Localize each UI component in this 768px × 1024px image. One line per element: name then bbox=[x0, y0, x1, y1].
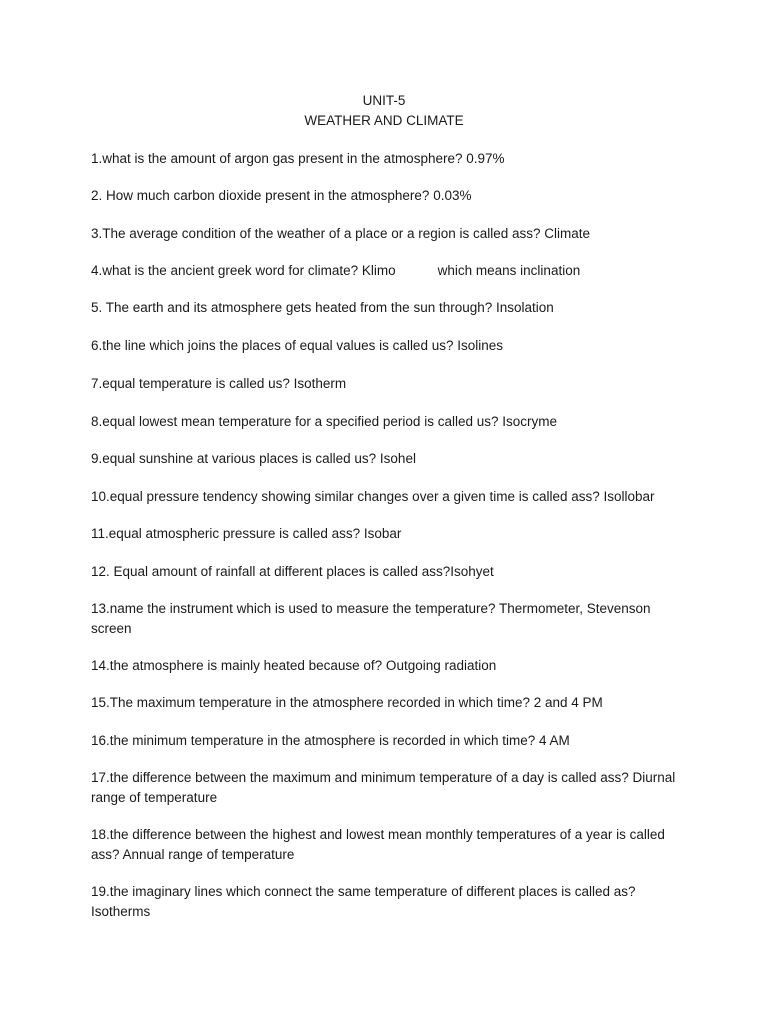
question-15: 15.The maximum temperature in the atmosphere recorded in which time? 2 and 4 PM bbox=[91, 695, 603, 710]
question-4 bbox=[91, 261, 691, 281]
question-14: 14.the atmosphere is mainly heated because of? Outgoing radiation bbox=[91, 658, 497, 673]
question-6: 6.the line which joins the places of equal values is called us? Isolines bbox=[91, 338, 503, 353]
question-11: 11.equal atmospheric pressure is called ass? Isobar bbox=[91, 526, 402, 541]
question-18: 18.the difference between the highest and lowest mean monthly temperatures of a year is called ass? Annual range of temperature bbox=[91, 827, 665, 862]
question-3: 3.The average condition of the weather of a place or a region is called ass? Climate bbox=[91, 226, 591, 241]
question-5: 5. The earth and its atmosphere gets heated from the sun through? Insolation bbox=[91, 300, 554, 315]
question-12: 12. Equal amount of rainfall at different places is called ass?Isohyet bbox=[91, 564, 494, 579]
question-1: 1.what is the amount of argon gas present in the atmosphere? 0.97% bbox=[91, 151, 505, 166]
question-9: 9.equal sunshine at various places is called us? Isohel bbox=[91, 451, 416, 466]
question-19: 19.the imaginary lines which connect the same temperature of different places is called as? Isotherms bbox=[91, 884, 636, 919]
unit-heading: UNIT-5 bbox=[362, 93, 406, 108]
question-16: 16.the minimum temperature in the atmosphere is recorded in which time? 4 AM bbox=[91, 733, 570, 748]
question-4-text: 4.what is the ancient greek word for climate? Klimo bbox=[91, 263, 396, 278]
page-title: WEATHER AND CLIMATE bbox=[304, 113, 464, 128]
question-17: 17.the difference between the maximum and minimum temperature of a day is called ass? Diurnal range of temperature bbox=[91, 770, 676, 805]
question-4-extra: which means inclination bbox=[437, 263, 581, 278]
question-7: 7.equal temperature is called us? Isotherm bbox=[91, 376, 347, 391]
question-8: 8.equal lowest mean temperature for a specified period is called us? Isocryme bbox=[91, 414, 557, 429]
question-10: 10.equal pressure tendency showing similar changes over a given time is called ass? Isollobar bbox=[91, 489, 655, 504]
question-2: 2. How much carbon dioxide present in the atmosphere? 0.03% bbox=[91, 188, 472, 203]
question-13: 13.name the instrument which is used to measure the temperature? Thermometer, Stevenson screen bbox=[91, 601, 651, 636]
